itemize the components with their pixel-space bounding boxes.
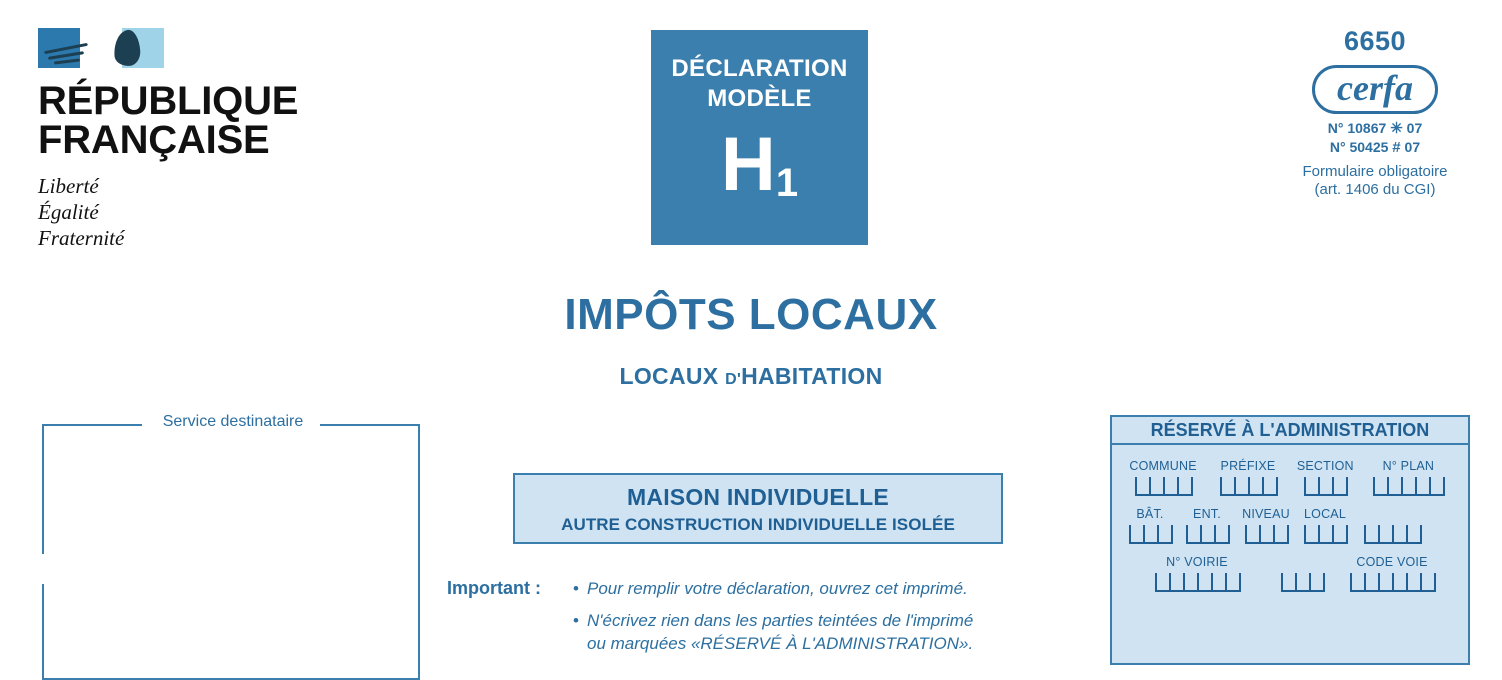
admin-field-cells[interactable]	[1155, 573, 1239, 592]
admin-field-cell[interactable]	[1406, 525, 1422, 544]
admin-field-input[interactable]	[1359, 477, 1458, 501]
admin-field-box-row	[1122, 573, 1458, 597]
important-note-item	[573, 578, 1093, 600]
admin-field-cells[interactable]	[1364, 525, 1420, 544]
asterisk-icon: ✳	[1390, 120, 1403, 138]
admin-field-input[interactable]	[1354, 525, 1430, 549]
cerfa-note-line-2: (art. 1406 du CGI)	[1314, 181, 1436, 199]
cerfa-id-line-1	[1250, 120, 1500, 139]
admin-field-input[interactable]	[1122, 477, 1204, 501]
admin-field-label: BÂT.	[1136, 507, 1164, 521]
admin-field-label	[1354, 507, 1430, 521]
page-subtitle	[0, 363, 1502, 390]
admin-field-input[interactable]	[1296, 525, 1354, 549]
admin-field-cell[interactable]	[1157, 525, 1173, 544]
admin-field-input[interactable]	[1292, 477, 1359, 501]
form-number: 6650	[1343, 26, 1407, 56]
important-note-2-line1: N'écrivez rien dans les parties teintées de l'imprimé	[587, 611, 974, 631]
admin-field-cell[interactable]	[1262, 477, 1278, 496]
bullet-icon: •	[573, 611, 579, 631]
admin-field-input[interactable]	[1122, 573, 1272, 597]
admin-field-cells[interactable]	[1304, 477, 1346, 496]
admin-field-cells[interactable]	[1245, 525, 1287, 544]
admin-field-cell[interactable]	[1177, 477, 1193, 496]
admin-field-input[interactable]	[1204, 477, 1292, 501]
admin-field-cell[interactable]	[1429, 477, 1445, 496]
admin-field-input[interactable]	[1332, 573, 1452, 597]
admin-field-cell[interactable]	[1332, 525, 1348, 544]
service-destinataire-legend: Service destinataire	[148, 413, 318, 431]
fieldset-left-gap	[42, 554, 46, 584]
admin-field-label-row	[1122, 459, 1458, 473]
admin-field-cells[interactable]	[1281, 573, 1323, 592]
admin-field-cells[interactable]	[1186, 525, 1228, 544]
property-type-primary: MAISON INDIVIDUELLE	[627, 484, 889, 510]
reserved-administration-fields	[1112, 445, 1468, 597]
admin-field-cells[interactable]	[1350, 573, 1434, 592]
hash-icon: #	[1392, 138, 1401, 156]
fieldset-rule-left	[44, 424, 142, 426]
admin-field-input[interactable]	[1236, 525, 1296, 549]
motto-line-egalite: Égalité	[38, 199, 99, 224]
cerfa-id-2-suffix: 07	[1400, 138, 1421, 155]
important-note-2-line2: ou marquées «RÉSERVÉ À L'ADMINISTRATION».	[587, 633, 974, 653]
republic-title-line1: RÉPUBLIQUE	[38, 79, 299, 123]
admin-field-box-row	[1122, 477, 1458, 501]
important-note-2-text	[587, 610, 973, 655]
cerfa-id-1-suffix: 07	[1402, 120, 1423, 137]
admin-field-cell[interactable]	[1420, 573, 1436, 592]
admin-field-label: COMMUNE	[1129, 459, 1197, 473]
important-note-item	[573, 610, 1093, 655]
admin-field-cells[interactable]	[1373, 477, 1443, 496]
fieldset-rule-right	[320, 424, 418, 426]
admin-field-cells[interactable]	[1135, 477, 1191, 496]
admin-field-cell[interactable]	[1214, 525, 1230, 544]
cerfa-id-1-prefix: N° 10867	[1327, 120, 1391, 137]
admin-field-label: LOCAL	[1304, 507, 1346, 521]
admin-field-label	[1272, 555, 1332, 569]
admin-field-label: ENT.	[1193, 507, 1221, 521]
admin-field-label: SECTION	[1296, 459, 1354, 473]
admin-field-cells[interactable]	[1220, 477, 1276, 496]
subtitle-part1: LOCAUX	[619, 363, 726, 389]
admin-field-label-row	[1122, 555, 1458, 569]
admin-field-cell[interactable]	[1332, 477, 1348, 496]
reserved-administration-title: RÉSERVÉ À L'ADMINISTRATION	[1112, 417, 1468, 445]
admin-field-cells[interactable]	[1129, 525, 1171, 544]
property-type-banner	[513, 473, 1003, 544]
marianne-logo	[38, 28, 164, 68]
page-title: IMPÔTS LOCAUX	[564, 290, 938, 339]
declaration-model-badge	[651, 30, 868, 245]
motto-line-liberte: Liberté	[38, 174, 99, 199]
admin-field-input[interactable]	[1272, 573, 1332, 597]
cerfa-logo: cerfa	[1312, 65, 1438, 114]
republic-motto	[38, 174, 368, 251]
cerfa-note-line-1: Formulaire obligatoire	[1302, 162, 1448, 180]
admin-field-input[interactable]	[1122, 525, 1178, 549]
important-notes-list	[573, 578, 1093, 665]
important-note-1-text: Pour remplir votre déclaration, ouvrez cet imprimé.	[587, 579, 968, 598]
important-label: Important :	[447, 578, 541, 598]
service-destinataire-box	[42, 413, 420, 680]
property-type-secondary: AUTRE CONSTRUCTION INDIVIDUELLE ISOLÉE	[561, 515, 955, 534]
cerfa-block	[1250, 26, 1500, 200]
admin-field-cell[interactable]	[1309, 573, 1325, 592]
admin-field-cell[interactable]	[1273, 525, 1289, 544]
admin-field-label: N° VOIRIE	[1166, 555, 1228, 569]
badge-model-code-number: 1	[775, 161, 799, 205]
admin-field-label: CODE VOIE	[1356, 555, 1428, 569]
cerfa-id-2-prefix: N° 50425	[1329, 138, 1393, 155]
badge-model-code	[651, 122, 868, 207]
republic-title-line2: FRANÇAISE	[38, 118, 270, 163]
admin-field-cells[interactable]	[1304, 525, 1346, 544]
reserved-administration-box	[1110, 415, 1470, 665]
badge-model-code-letter: H	[720, 122, 776, 207]
admin-field-input[interactable]	[1178, 525, 1236, 549]
badge-line-modele: MODÈLE	[707, 85, 812, 112]
badge-line-declaration: DÉCLARATION	[671, 55, 848, 82]
cerfa-legal-note	[1250, 163, 1500, 201]
cerfa-identifiers	[1250, 120, 1500, 158]
motto-line-fraternite: Fraternité	[38, 225, 125, 250]
cerfa-id-line-2	[1250, 139, 1500, 158]
subtitle-part2: HABITATION	[741, 363, 883, 389]
admin-field-box-row	[1122, 525, 1458, 549]
republic-title	[38, 79, 368, 163]
subtitle-small-d: D'	[725, 371, 742, 388]
admin-field-label: NIVEAU	[1242, 507, 1290, 521]
admin-field-label-row	[1122, 507, 1458, 521]
republic-branding-block	[38, 28, 368, 251]
admin-field-label: N° PLAN	[1382, 459, 1435, 473]
admin-field-cell[interactable]	[1225, 573, 1241, 592]
bullet-icon: •	[573, 579, 579, 598]
admin-field-label: PRÉFIXE	[1220, 459, 1276, 473]
